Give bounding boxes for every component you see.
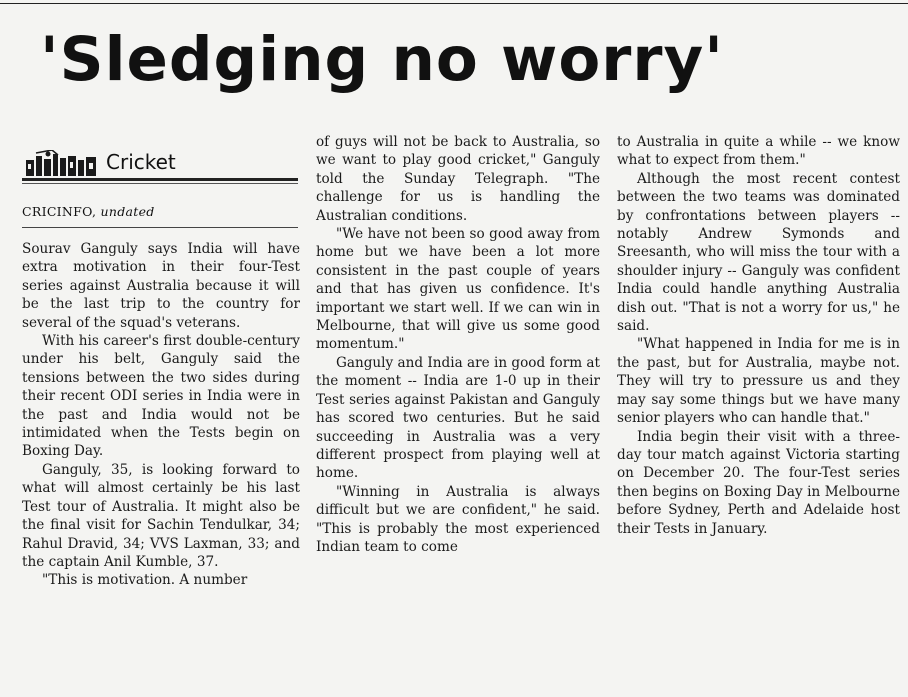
byline-date: undated: [100, 204, 155, 219]
article-column-2: [316, 133, 600, 556]
section-rule-thin: [22, 183, 298, 184]
article-paragraph: Sourav Ganguly says India will have extra motivation in their four-Test series against Australia because it will be the last trip to the country for several of the squad's veterans.: [22, 241, 300, 331]
article-paragraph: Although the most recent contest between the two teams was dominated by confrontations between players -- notably Andrew Symonds and Sreesanth, who will miss the tour with a shoulder injury -- Ganguly was confident India could handle anything Australia dish out. "That is not a worry for us," he said.: [617, 170, 900, 335]
article-paragraph: to Australia in quite a while -- we know what to expect from them.": [617, 134, 900, 169]
article-paragraph: With his career's first double-century under his belt, Ganguly said the tensions between the two sides during their recent ODI series in India were in the past and India would not be intimidated when the Tests begin on Boxing Day.: [22, 333, 300, 460]
article-paragraph: "Winning in Australia is always difficult but we are confident," he said. "This is probably the most experienced Indian team to come: [316, 483, 600, 555]
article-paragraph: "What happened in India for me is in the past, but for Australia, maybe not. They will try to pressure us and they may say some things but we have many senior players who can handle that.": [617, 336, 900, 427]
article-paragraph: of guys will not be back to Australia, so we want to play good cricket," Ganguly told the Sunday Telegraph. "The challenge for us is handling the Australian conditions.: [316, 134, 600, 224]
article-paragraph: "This is motivation. A number: [42, 572, 248, 589]
article-paragraph: "We have not been so good away from home but we have been a lot more consistent in the past couple of years and that has given us confidence. It's important we start well. If we can win in Melbourne, that will give us some good momentum.": [316, 226, 600, 353]
article-paragraph: India begin their visit with a three-day tour match against Victoria starting on December 20. The four-Test series then begins on Boxing Day in Melbourne before Sydney, Perth and Adelaide host their Tests in January.: [617, 428, 900, 537]
byline-rule: [22, 227, 298, 228]
headline: 'Sledging no worry': [40, 24, 724, 95]
byline: [22, 204, 155, 219]
article-paragraph: Ganguly and India are in good form at the moment -- India are 1-0 up in their Test series against Pakistan and Ganguly has scored two centuries. But he said succeeding in Australia was a very different prospect from playing well at home.: [316, 354, 600, 482]
article-column-3: [617, 133, 900, 538]
section-label: Cricket: [106, 150, 176, 174]
byline-source: CRICINFO,: [22, 204, 97, 219]
top-rule: [0, 3, 908, 4]
section-header: [22, 146, 298, 186]
section-rule: [22, 178, 298, 181]
article-paragraph: Ganguly, 35, is looking forward to what will almost certainly be his last Test tour of Australia. It might also be the final visit for Sachin Tendulkar, 34; Rahul Dravid, 34; VVS Laxman, 33; and the captain Anil Kumble, 37.: [22, 461, 300, 570]
article-column-1: [22, 240, 300, 590]
